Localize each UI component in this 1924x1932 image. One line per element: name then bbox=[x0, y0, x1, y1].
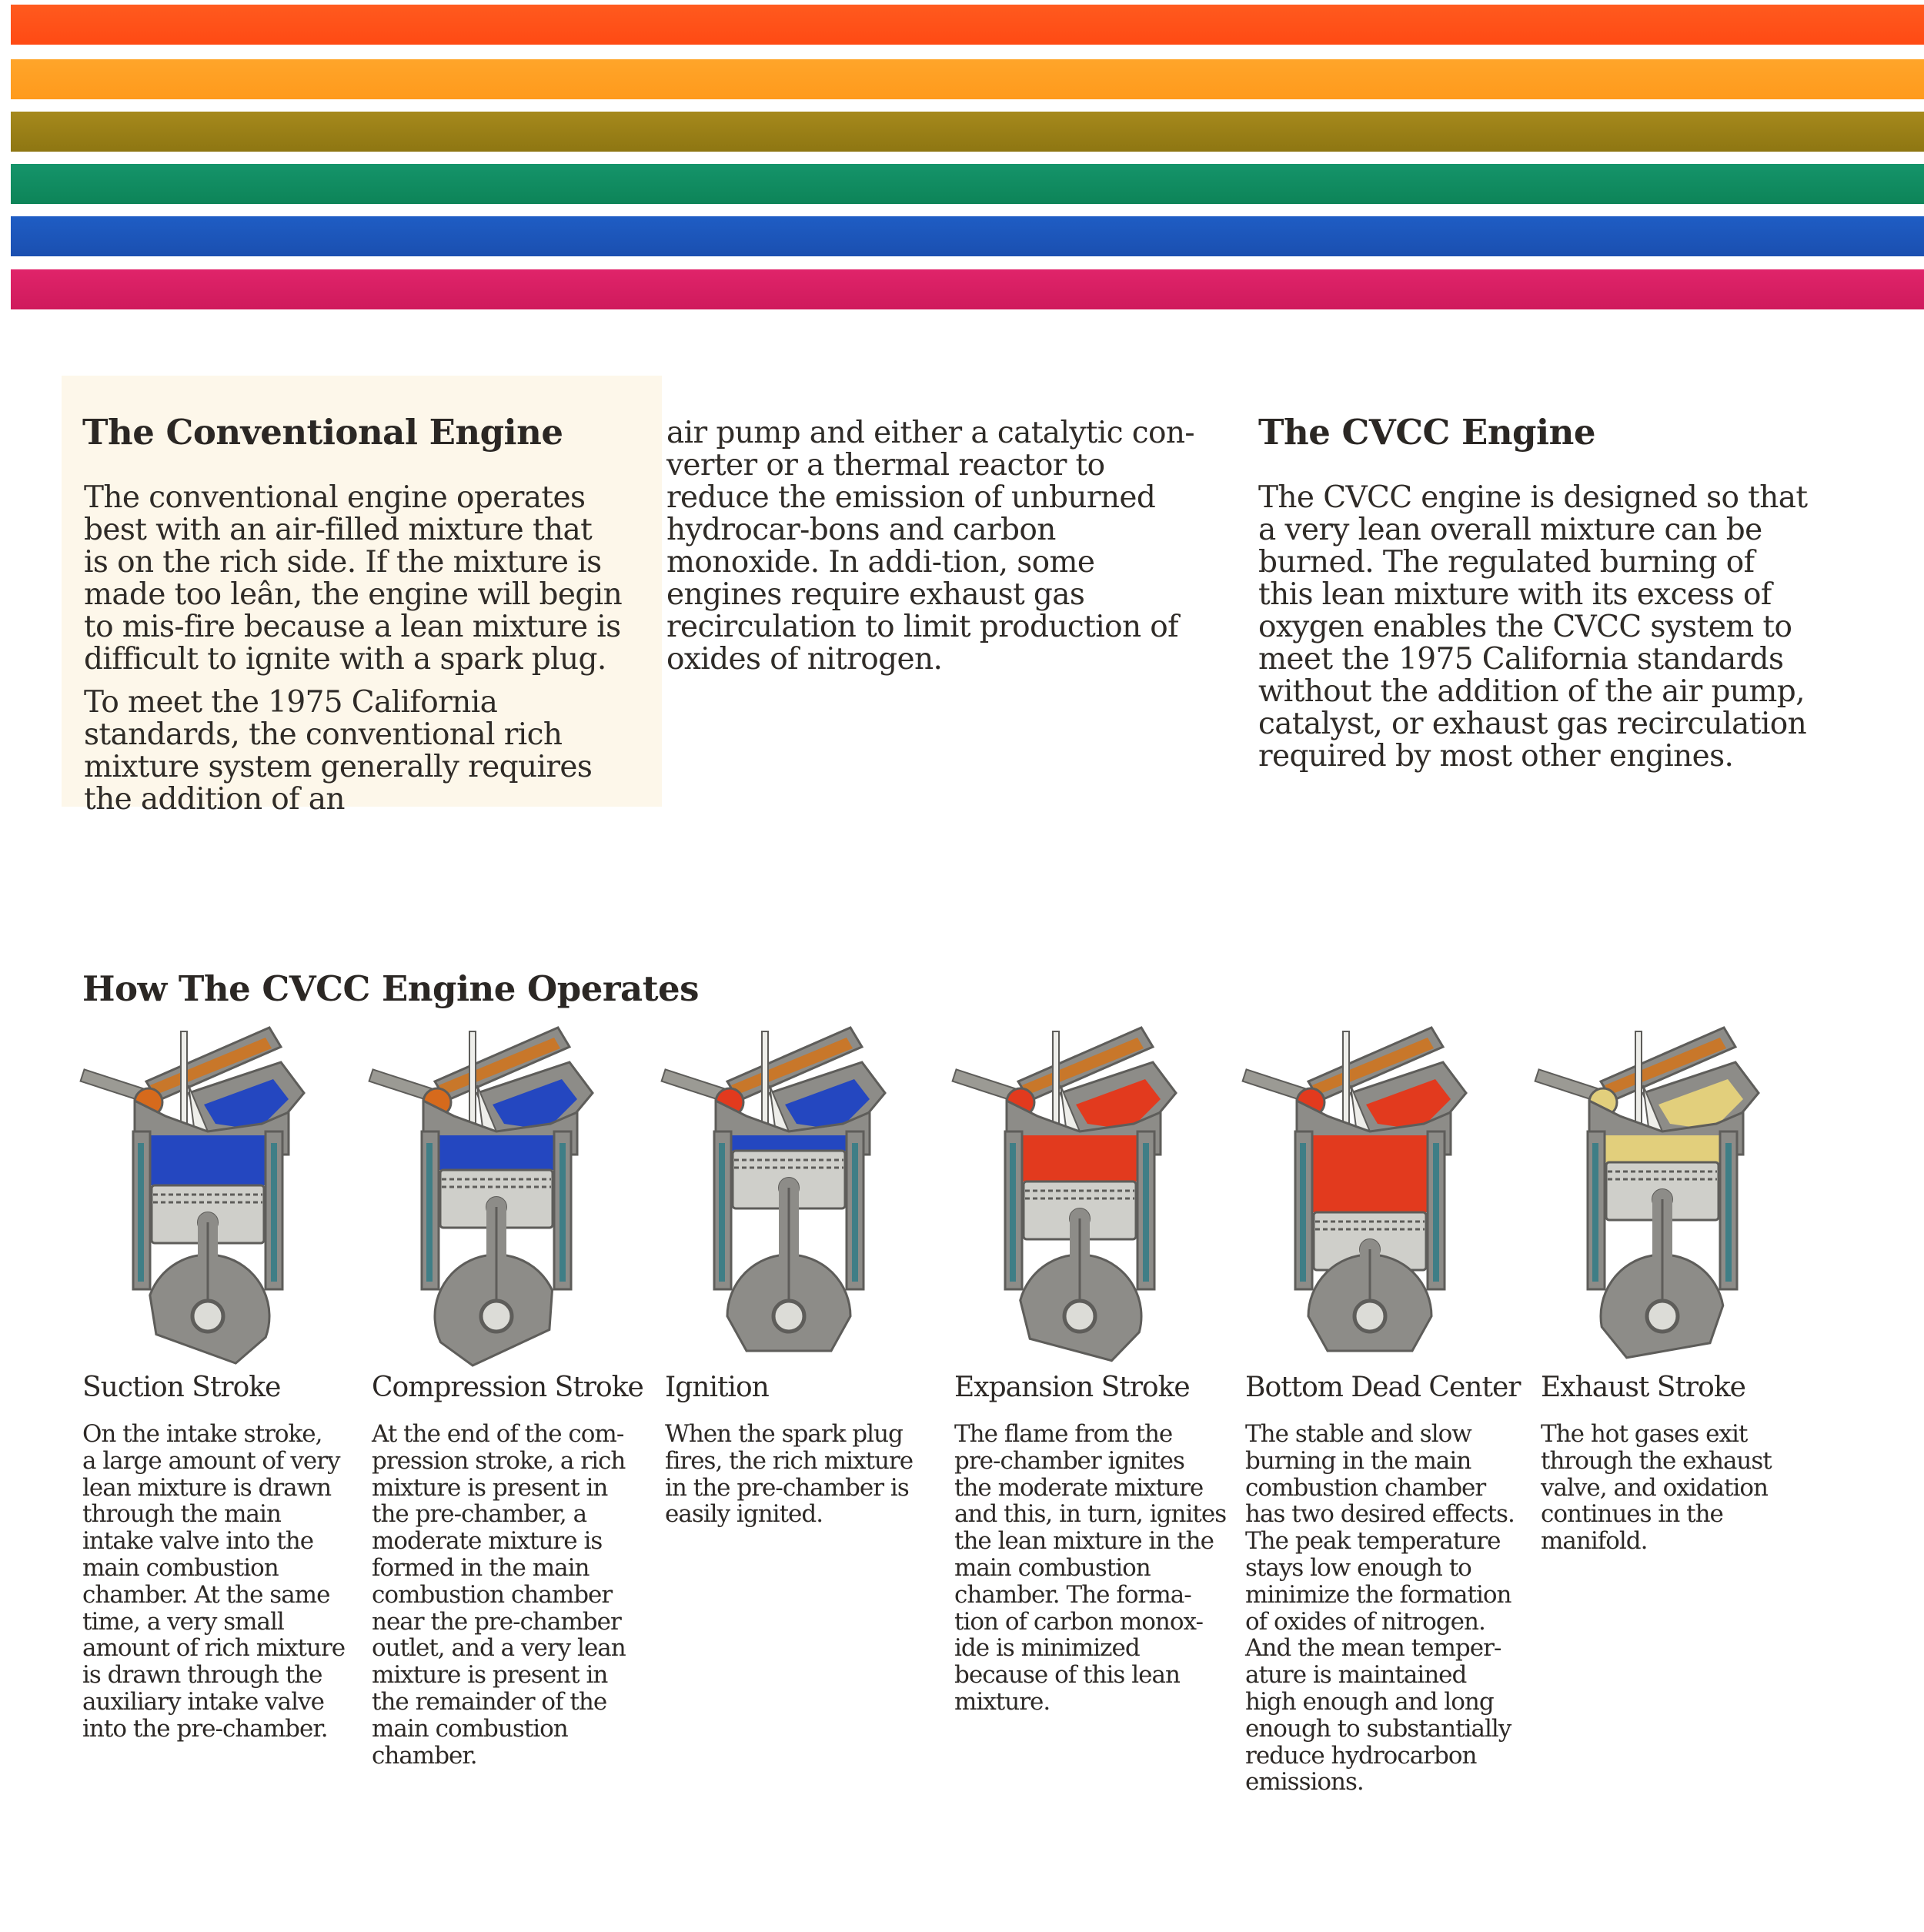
cvcc-engine-title: The CVCC Engine bbox=[1258, 412, 1595, 453]
stage-text: On the intake stroke, a large amount of very lean mixture is drawn through the main intake valve into the main combustion chamber. At the same time, a very small amount of rich mixture is drawn through the auxiliary intake valve into the pre-chamber. bbox=[82, 1420, 346, 1743]
stage-text: At the end of the com- pression stroke, a rich mixture is present in the pre-chamber, a moderate mixture is formed in the main combustion chamber near the pre-chamber outlet, and a very lean mixture is present in the remainder of the main combustion chamber. bbox=[372, 1420, 626, 1770]
stage-text: When the spark plug fires, the rich mixture in the pre-chamber is easily ignited. bbox=[665, 1420, 914, 1529]
stage-text: The flame from the pre-chamber ignites the moderate mixture and this, in turn, ignites the lean mixture in the main combustion chamber. The forma- tion of carbon monox- ide is minimized because of this lean mixture. bbox=[954, 1420, 1227, 1716]
conventional-engine-title: The Conventional Engine bbox=[82, 412, 563, 453]
engine-diagram-ignition bbox=[654, 1008, 908, 1370]
stage-heading: Ignition bbox=[665, 1372, 769, 1403]
stripe-green bbox=[11, 164, 1924, 204]
stage-heading: Bottom Dead Center bbox=[1245, 1372, 1521, 1403]
engine-diagram-exhaust bbox=[1528, 1008, 1782, 1370]
stripe-blue bbox=[11, 216, 1924, 256]
stage-heading: Compression Stroke bbox=[372, 1372, 643, 1403]
conventional-engine-text bbox=[84, 482, 623, 816]
stage-heading: Expansion Stroke bbox=[954, 1372, 1190, 1403]
operates-title: How The CVCC Engine Operates bbox=[82, 968, 699, 1009]
stripe-orange-red bbox=[11, 5, 1924, 45]
stripe-magenta bbox=[11, 269, 1924, 309]
conventional-paragraph-3: air pump and either a catalytic con-verter or a thermal reactor to reduce the emission of unburned hydrocar-bons and carbon monoxide. In addi-tion, some engines require exhaust gas recirculation to limit production of oxides of nitrogen. bbox=[666, 416, 1194, 677]
engine-diagram-bottom-dead-center bbox=[1235, 1008, 1489, 1370]
stripe-olive bbox=[11, 112, 1924, 152]
conventional-paragraph-2: To meet the 1975 California standards, the conventional rich mixture system generally requires the addition of an bbox=[84, 685, 593, 817]
engine-diagram-compression bbox=[362, 1008, 616, 1370]
stage-heading: Suction Stroke bbox=[82, 1372, 281, 1403]
engine-diagram-suction bbox=[73, 1008, 327, 1370]
stage-heading: Exhaust Stroke bbox=[1541, 1372, 1745, 1403]
stripe-orange bbox=[11, 59, 1924, 99]
stage-text: The hot gases exit through the exhaust valve, and oxidation continues in the manifold. bbox=[1541, 1420, 1772, 1556]
conventional-paragraph-1: The conventional engine operates best with an air-filled mixture that is on the rich side. If the mixture is made too leân, the engine will begin to mis-fire because a lean mixture is difficult to ignite with a spark plug. bbox=[84, 480, 623, 677]
cvcc-engine-text: The CVCC engine is designed so that a very lean overall mixture can be burned. The regulated burning of this lean mixture with its excess of oxygen enables the CVCC system to meet the 1975 California standards without the addition of the air pump, catalyst, or exhaust gas recirculation required by most other engines. bbox=[1258, 480, 1808, 774]
stage-text: The stable and slow burning in the main combustion chamber has two desired effects. The peak temperature stays low enough to minimize the formation of oxides of nitrogen. And the mean temper- ature is maintained high enough and long enough to substantially reduce hydrocarbon emissions. bbox=[1245, 1420, 1515, 1797]
engine-diagram-expansion bbox=[945, 1008, 1199, 1370]
